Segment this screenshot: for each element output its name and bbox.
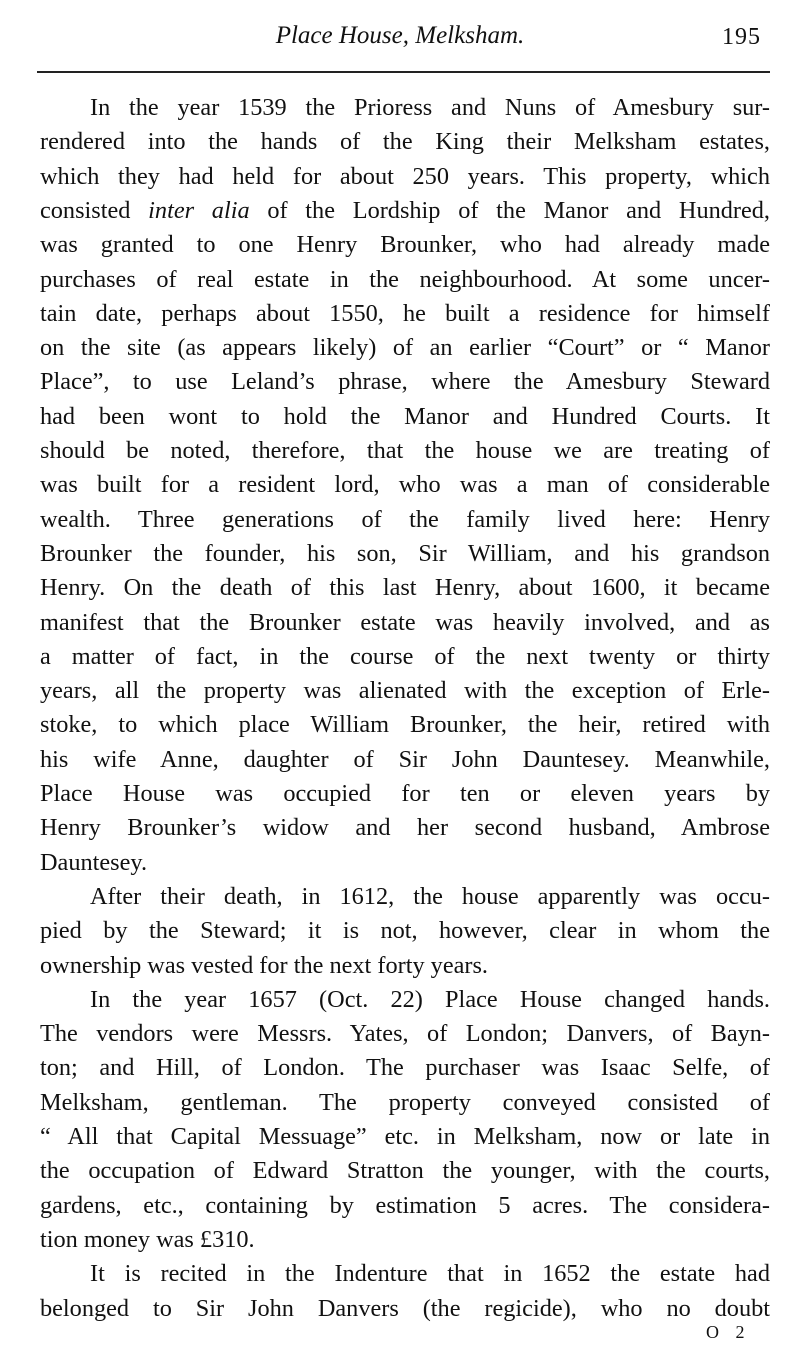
text-line: a matter of fact, in the course of the next twenty or thirty	[40, 642, 770, 670]
text-line: gardens, etc., containing by estimation 5 acres. The considera-	[40, 1191, 770, 1219]
text-line: ownership was vested for the next forty years.	[40, 951, 489, 979]
text-line: was granted to one Henry Brounker, who had already made	[40, 231, 770, 259]
text-line: Henry. On the death of this last Henry, about 1600, it became	[40, 574, 770, 602]
text-line: was built for a resident lord, who was a man of considerable	[40, 471, 770, 499]
text-line: In the year 1539 the Prioress and Nuns of Amesbury sur-	[90, 94, 770, 121]
text-line: Dauntesey.	[40, 848, 148, 876]
text-line: After their death, in 1612, the house apparently was occu-	[90, 882, 770, 910]
text-line: the occupation of Edward Stratton the younger, with the courts,	[40, 1157, 770, 1185]
text-line: had been wont to hold the Manor and Hundred Courts. It	[40, 402, 770, 430]
text-line: Henry Brounker’s widow and her second husband, Ambrose	[40, 814, 770, 842]
text-line: tain date, perhaps about 1550, he built a residence for himself	[40, 299, 770, 327]
text-line: Brounker the founder, his son, Sir William, and his grandson	[40, 539, 770, 567]
italic-phrase: inter alia	[148, 196, 250, 224]
text-line: wealth. Three generations of the family lived here: Henry	[40, 505, 770, 533]
text-line: which they had held for about 250 years. This property, which	[40, 162, 770, 190]
running-header-title: Place House, Melksham.	[275, 22, 525, 49]
text-line: on the site (as appears likely) of an earlier “Court” or “ Manor	[40, 334, 770, 362]
text-line: rendered into the hands of the King their Melksham estates,	[40, 128, 770, 156]
text-line: Place”, to use Leland’s phrase, where the Amesbury Steward	[40, 368, 770, 396]
header-rule	[37, 71, 770, 73]
text-line: “ All that Capital Messuage” etc. in Melksham, now or late in	[40, 1123, 770, 1150]
text-line: belonged to Sir John Danvers (the regicide), who no doubt	[40, 1294, 770, 1322]
signature-mark: O 2	[706, 1322, 751, 1342]
text-line: years, all the property was alienated with the exception of Erle-	[40, 677, 770, 705]
text-line: ton; and Hill, of London. The purchaser was Isaac Selfe, of	[40, 1054, 770, 1082]
text-line: tion money was £310.	[40, 1225, 255, 1253]
page-number: 195	[722, 24, 761, 50]
text-line: In the year 1657 (Oct. 22) Place House changed hands.	[90, 985, 770, 1013]
text-line: It is recited in the Indenture that in 1652 the estate had	[90, 1260, 770, 1288]
text-line: pied by the Steward; it is not, however, clear in whom the	[40, 917, 770, 945]
text-line: stoke, to which place William Brounker, the heir, retired with	[40, 711, 770, 739]
text-line: Place House was occupied for ten or eleven years by	[40, 780, 770, 807]
text-line: manifest that the Brounker estate was heavily involved, and as	[40, 608, 770, 636]
text-line: purchases of real estate in the neighbourhood. At some uncer-	[40, 265, 770, 293]
text-line: consisted inter alia of the Lordship of the Manor and Hundred,	[40, 196, 770, 224]
text-line: his wife Anne, daughter of Sir John Dauntesey. Meanwhile,	[40, 745, 770, 773]
text-line: should be noted, therefore, that the house we are treating of	[40, 437, 770, 464]
text-line: Melksham, gentleman. The property conveyed consisted of	[40, 1088, 770, 1116]
text-line: The vendors were Messrs. Yates, of London; Danvers, of Bayn-	[40, 1020, 770, 1048]
